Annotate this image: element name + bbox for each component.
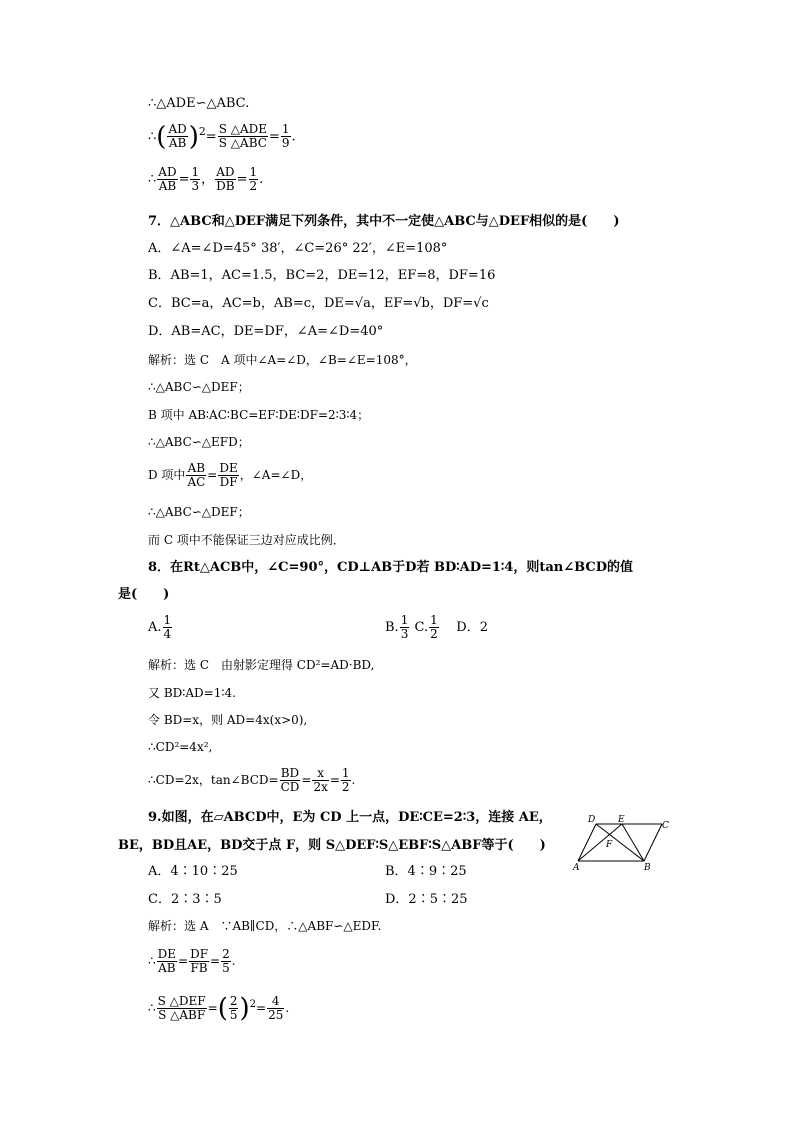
question-7: 7．△ABC和△DEF满足下列条件，其中不一定使△ABC与△DEF相似的是( ) [148, 214, 620, 229]
line-area-ratio: ∴( $\frac{AD}{AB}$ )$^2$= $\frac{\text{S △ADE}}{\text{S △ABC}}$ = $\frac{1}{9}$ . [148, 121, 296, 152]
q9-option-c: C．2∶3∶5 [148, 892, 222, 907]
question-9-line-1: 9.如图，在▱ABCD中，E为 CD 上一点，DE∶CE=2∶3，连接 AE， [148, 810, 552, 825]
q7-solution-1: 解析：选 C A 项中∠A=∠D，∠B=∠E=108°， [148, 353, 417, 367]
question-8-line-2: 是( ) [118, 587, 170, 602]
label-f: F [606, 840, 613, 850]
label-b: B [644, 863, 651, 872]
parallelogram-figure [572, 812, 672, 872]
q8-solution-5: ∴CD=2x，tan∠BCD= $\frac{BD}{CD}$ = $\frac{x}{2x}$ = $\frac{1}{2}$ . [148, 766, 356, 794]
q8-solution-1: 解析：选 C 由射影定理得 CD²=AD·BD, [148, 658, 375, 672]
q9-solution-1: 解析：选 A ∵AB∥CD，∴△ABF∽△EDF. [148, 919, 382, 933]
q7-option-a: A．∠A=∠D=45° 38′，∠C=26° 22′，∠E=108° [148, 241, 448, 256]
q7-option-d: D．AB=AC，DE=DF，∠A=∠D=40° [148, 324, 384, 339]
q7-option-b: B．AB=1，AC=1.5，BC=2，DE=12，EF=8，DF=16 [148, 268, 496, 283]
label-d: D [588, 815, 596, 825]
label-a: A [573, 863, 580, 872]
q9-option-b: B．4∶9∶25 [385, 864, 467, 879]
q7-solution-4: ∴△ABC∽△EFD； [148, 435, 250, 449]
q7-solution-6: ∴△ABC∽△DEF； [148, 505, 250, 519]
q7-option-c: C．BC=a，AC=b，AB=c，DE=√a，EF=√b，DF=√c [148, 296, 489, 311]
q7-solution-3: B 项中 AB∶AC∶BC=EF∶DE∶DF=2∶3∶4； [148, 408, 370, 422]
question-8-line-1: 8．在Rt△ACB中，∠C=90°，CD⊥AB于D若 BD∶AD=1∶4，则tan∠BCD的值 [148, 560, 633, 575]
q7-solution-7: 而 C 项中不能保证三边对应成比例． [148, 533, 345, 547]
side-bc [644, 824, 662, 861]
side-ad [578, 824, 596, 861]
line-ratio-ad: ∴ $\frac{AD}{AB}$ = $\frac{1}{3}$ ， $\frac{AD}{DB}$ = $\frac{1}{2}$ . [148, 165, 264, 193]
q8-solution-3: 令 BD=x，则 AD=4x(x>0), [148, 713, 308, 727]
q9-option-d: D．2∶5∶25 [385, 892, 468, 907]
q7-solution-2: ∴△ABC∽△DEF； [148, 380, 250, 394]
q9-solution-3: ∴ $\frac{\text{S △DEF}}{\text{S △ABF}}$ =( $\frac{2}{5}$ )$^2$= $\frac{4}{25}$ . [148, 993, 290, 1024]
q8-option-b-c-d: B. $\frac{1}{3}$ C. $\frac{1}{2}$ D．2 [385, 613, 488, 641]
question-9-line-2: BE，BD且AE，BD交于点 F，则 S△DEF∶S△EBF∶S△ABF等于( ) [118, 838, 546, 853]
line-similar-ade-abc: ∴△ADE∽△ABC. [148, 96, 250, 111]
q8-option-a: A. $\frac{1}{4}$ [148, 613, 172, 641]
segment-be [622, 824, 644, 861]
label-e: E [618, 815, 625, 825]
q7-solution-5: D 项中 $\frac{AB}{AC}$ = $\frac{DE}{DF}$ ，∠A=∠D， [148, 461, 313, 489]
q8-solution-2: 又 BD∶AD=1∶4. [148, 686, 236, 700]
segment-ae [578, 824, 622, 861]
label-c: C [662, 821, 669, 831]
q9-option-a: A．4∶10∶25 [148, 864, 238, 879]
q8-solution-4: ∴CD²=4x², [148, 740, 213, 754]
q9-solution-2: ∴ $\frac{DE}{AB}$ = $\frac{DF}{FB}$ = $\frac{2}{5}$ . [148, 947, 236, 975]
segment-bd [596, 824, 644, 861]
